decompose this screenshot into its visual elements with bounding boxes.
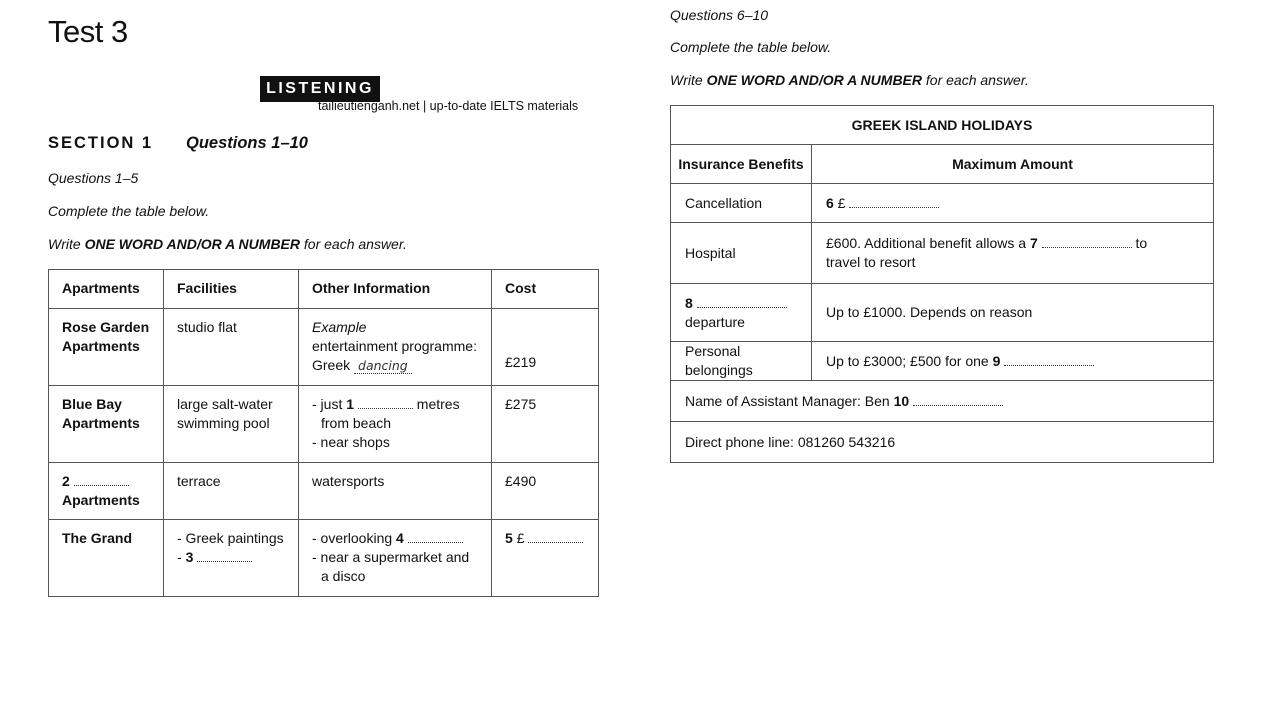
benefit-cell: Hospital — [671, 223, 812, 284]
benefit-cell: 8 departure — [671, 284, 812, 342]
header-facilities: Facilities — [164, 270, 299, 309]
answer-blank-8[interactable] — [697, 294, 787, 308]
header-other-information: Other Information — [299, 270, 492, 309]
header-insurance-benefits: Insurance Benefits — [671, 145, 812, 184]
apartment-cell: Rose Garden Apartments — [49, 309, 164, 386]
cost-cell: £275 — [492, 386, 599, 463]
part2-answer-rule: Write ONE WORD AND/OR A NUMBER for each answer. — [670, 72, 1029, 88]
answer-blank-6[interactable] — [849, 194, 939, 208]
table-row — [671, 223, 1214, 284]
example-answer: dancing — [354, 359, 412, 374]
insurance-table — [670, 105, 1214, 463]
phone-line-row: Direct phone line: 081260 543216 — [671, 422, 1214, 463]
table-title-row — [671, 106, 1214, 145]
answer-blank-7[interactable] — [1042, 234, 1132, 248]
table-row — [49, 309, 599, 386]
answer-blank-10[interactable] — [913, 392, 1003, 406]
amount-cell: Up to £1000. Depends on reason — [812, 284, 1214, 342]
answer-blank-1[interactable] — [358, 395, 413, 409]
amount-cell: 6 £ — [812, 184, 1214, 223]
table-row — [49, 520, 599, 597]
header-maximum-amount: Maximum Amount — [812, 145, 1214, 184]
answer-blank-2[interactable] — [74, 472, 129, 486]
header-apartments: Apartments — [49, 270, 164, 309]
insurance-table-title: GREEK ISLAND HOLIDAYS — [671, 106, 1214, 145]
test-title: Test 3 — [48, 14, 128, 49]
other-info-cell: - overlooking 4 - near a supermarket and a disco — [299, 520, 492, 597]
part2-questions: Questions 6–10 — [670, 7, 769, 23]
part1-instruction: Complete the table below. — [48, 203, 210, 219]
table-row — [671, 342, 1214, 381]
other-info-cell: Example entertainment programme: Greek dancing — [299, 309, 492, 386]
apartments-table — [48, 269, 599, 597]
watermark-text: tailieutienganh.net | up-to-date IELTS materials — [318, 99, 579, 113]
table-row — [671, 184, 1214, 223]
table-row — [49, 386, 599, 463]
part2-instruction: Complete the table below. — [670, 39, 832, 55]
apartment-cell: Blue Bay Apartments — [49, 386, 164, 463]
section-questions: Questions 1–10 — [186, 134, 308, 152]
other-info-cell: - just 1 metres from beach - near shops — [299, 386, 492, 463]
benefit-cell: Cancellation — [671, 184, 812, 223]
cost-cell: £490 — [492, 463, 599, 520]
cost-cell: £219 — [492, 309, 599, 386]
part1-questions: Questions 1–5 — [48, 170, 139, 186]
answer-blank-3[interactable] — [197, 548, 252, 562]
table-row — [671, 284, 1214, 342]
other-info-cell: watersports — [299, 463, 492, 520]
apartment-cell: The Grand — [49, 520, 164, 597]
section-label: SECTION 1 — [48, 134, 154, 152]
part1-answer-rule: Write ONE WORD AND/OR A NUMBER for each answer. — [48, 236, 407, 252]
benefit-cell: Personal belongings — [671, 342, 812, 381]
assistant-manager-row: Name of Assistant Manager: Ben 10 — [671, 381, 1214, 422]
table-row — [671, 381, 1214, 422]
header-cost: Cost — [492, 270, 599, 309]
answer-blank-9[interactable] — [1004, 352, 1094, 366]
amount-cell: £600. Additional benefit allows a 7 to travel to resort — [812, 223, 1214, 284]
answer-blank-4[interactable] — [408, 529, 463, 543]
apartment-cell: 2 Apartments — [49, 463, 164, 520]
facilities-cell: studio flat — [164, 309, 299, 386]
table-header-row — [49, 270, 599, 309]
facilities-cell: large salt-water swimming pool — [164, 386, 299, 463]
table-header-row — [671, 145, 1214, 184]
cost-cell: 5 £ — [492, 520, 599, 597]
listening-badge: LISTENING — [260, 76, 380, 102]
table-row — [49, 463, 599, 520]
table-row — [671, 422, 1214, 463]
facilities-cell: - Greek paintings - 3 — [164, 520, 299, 597]
answer-blank-5[interactable] — [528, 529, 583, 543]
facilities-cell: terrace — [164, 463, 299, 520]
amount-cell: Up to £3000; £500 for one 9 — [812, 342, 1214, 381]
